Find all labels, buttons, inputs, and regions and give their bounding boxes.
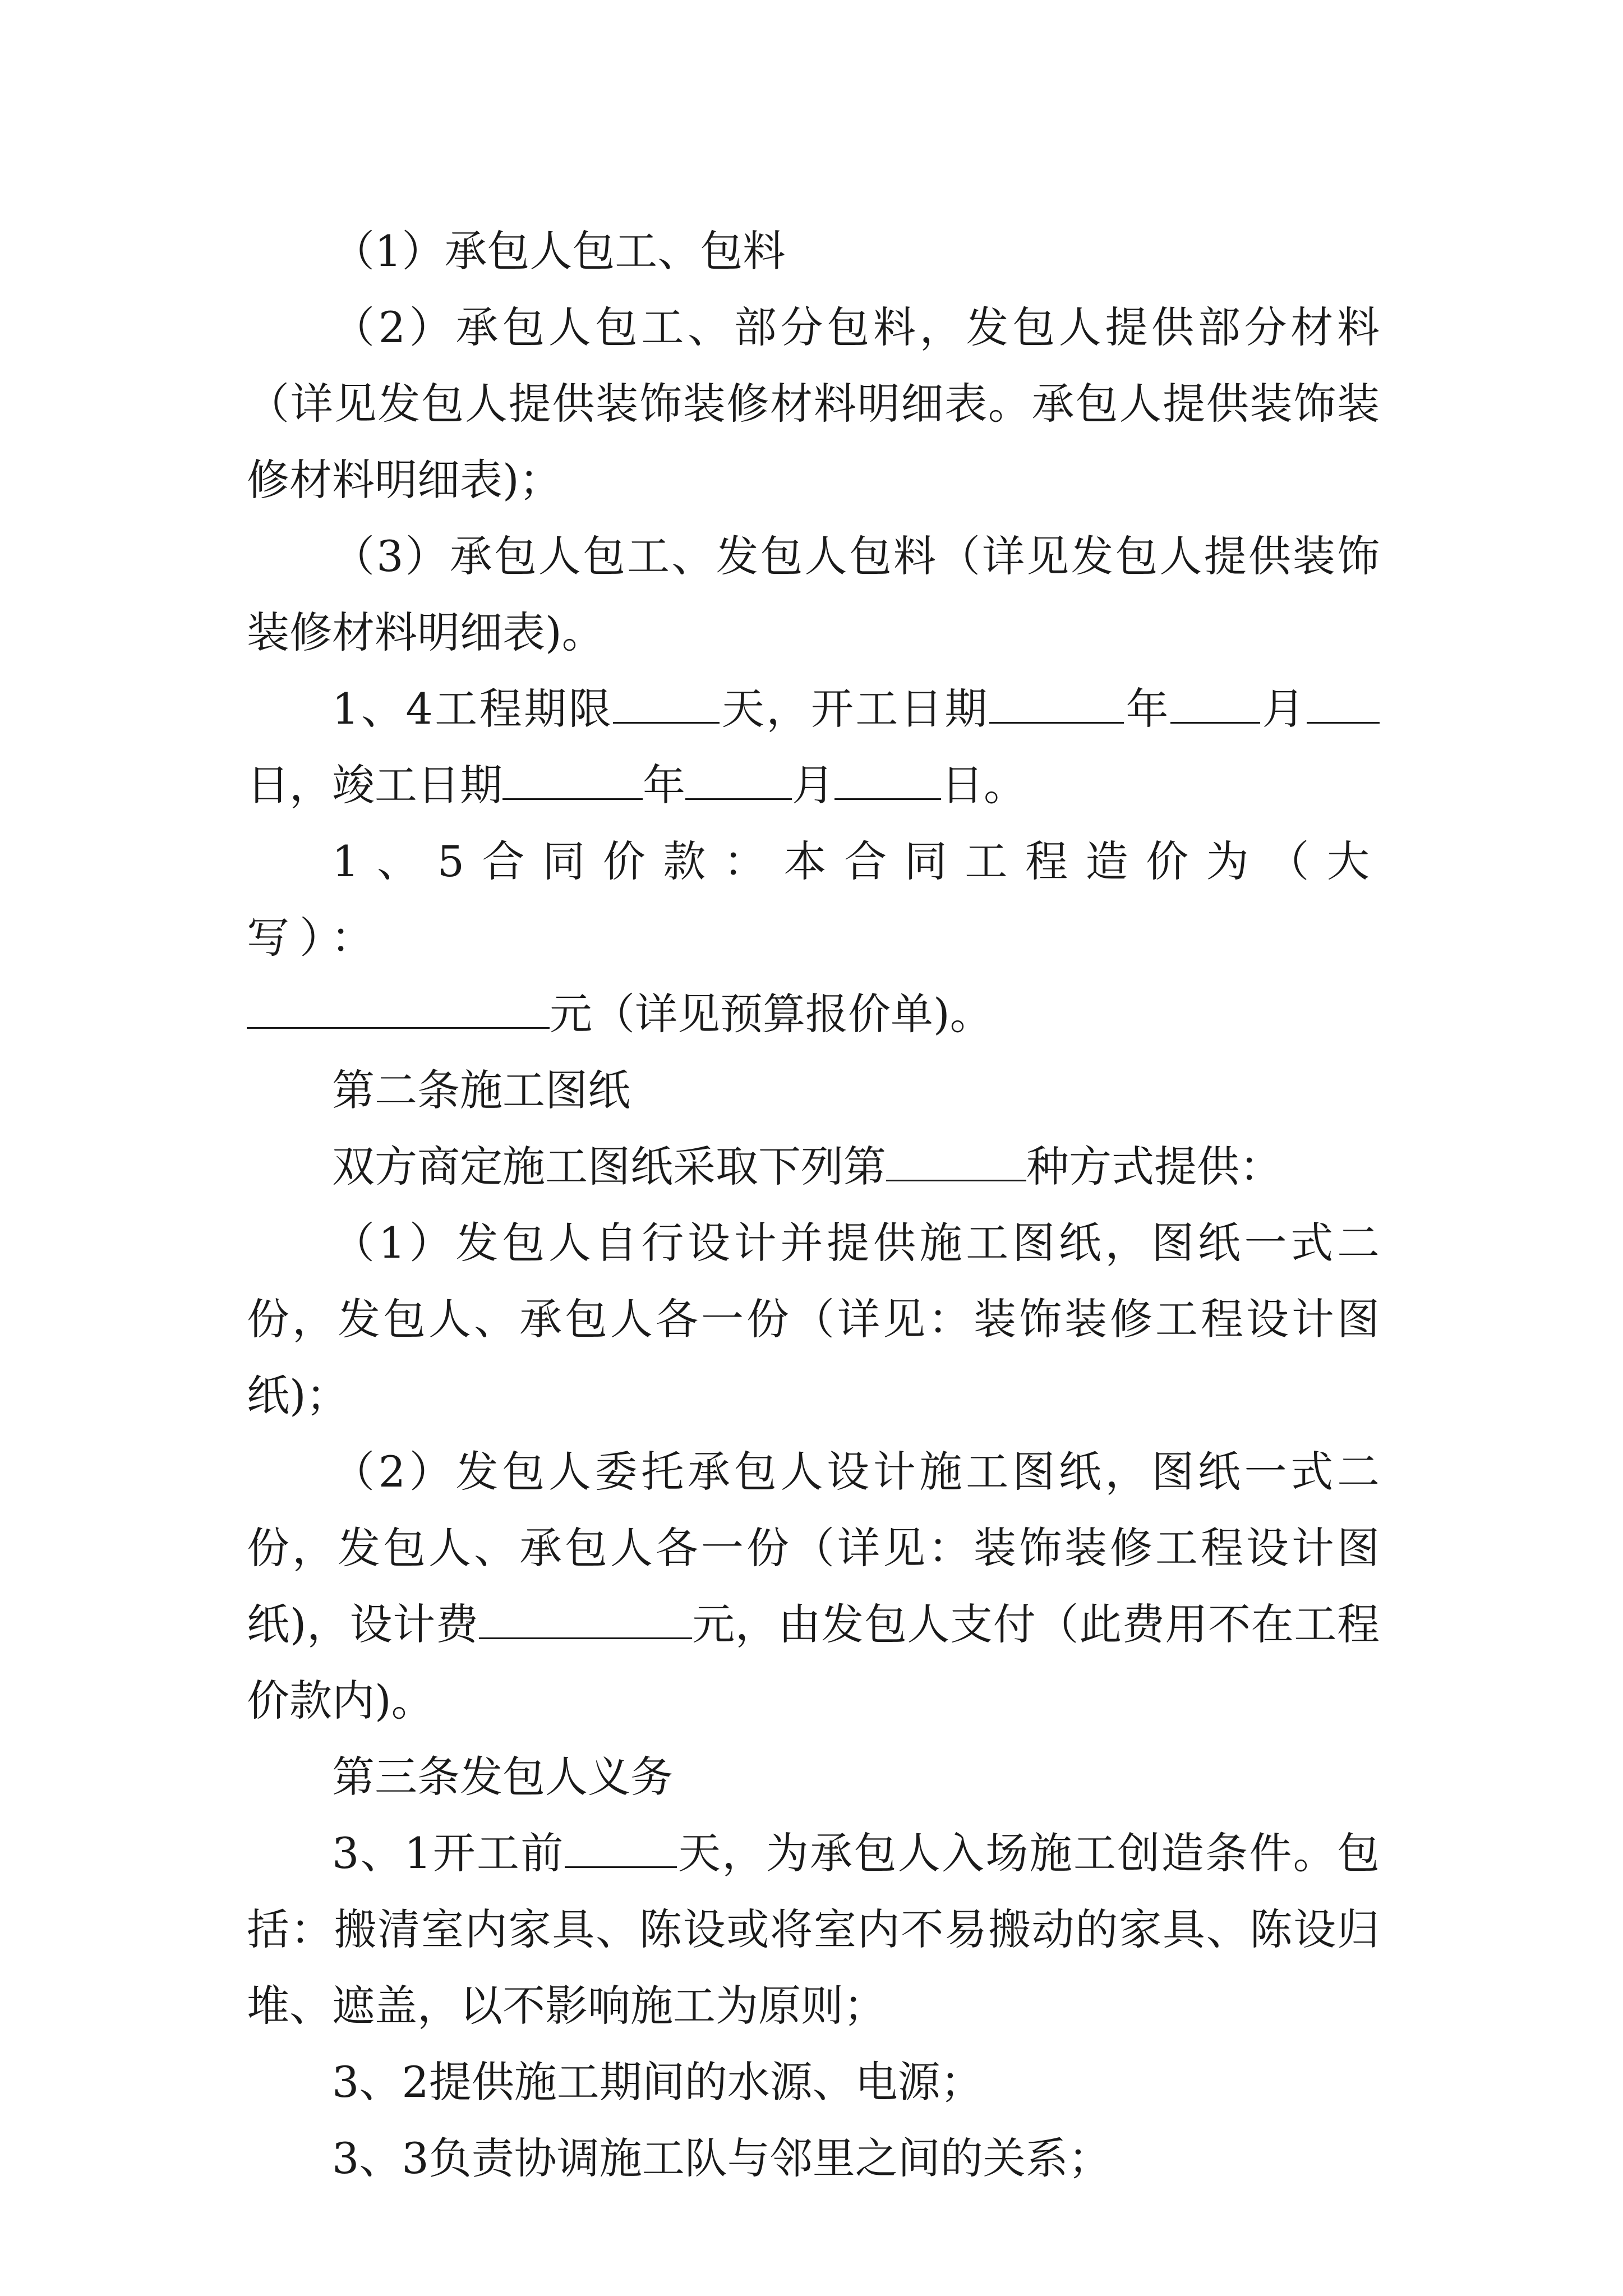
start-year-blank [989, 683, 1124, 724]
drawing-option-1 [247, 1205, 1380, 1434]
article-3-title: 第三条发包人义务 [332, 1752, 673, 1802]
clause-option-1 [247, 213, 1380, 289]
clause-3-3-text: 3、3负责协调施工队与邻里之间的关系； [332, 2133, 1111, 2183]
clause-3-3 [247, 2120, 1380, 2197]
start-month-unit: 月 [1260, 684, 1307, 734]
clause-option-2-text: （2）承包人包工、部分包料，发包人提供部分材料（详见发包人提供装饰装修材料明细表。承包人提供装饰装修材料明细表)； [247, 302, 1380, 505]
drawing-option-2-text: （2）发包人委托承包人设计施工图纸，图纸一式二份，发包人、承包人各一份（详见：装饰装修工程设计图纸)，设计费 [247, 1447, 1380, 1649]
end-day-unit: 日。 [941, 760, 1026, 810]
clause-1-5-price [247, 823, 1380, 976]
end-month-unit: 月 [792, 760, 834, 810]
design-fee-blank [479, 1598, 692, 1639]
price-unit-note: 元（详见预算报价单)。 [550, 989, 993, 1039]
article-2-heading [247, 1052, 1380, 1129]
article-3-heading [247, 1739, 1380, 1815]
drawing-method-suffix: 种方式提供： [1026, 1142, 1282, 1191]
article-2-title: 第二条施工图纸 [332, 1065, 630, 1115]
start-date-label: 天，开工日期 [720, 684, 989, 734]
end-month-blank [685, 759, 792, 800]
price-amount-blank [247, 988, 550, 1029]
schedule-label: 1、4工程期限 [332, 684, 614, 734]
clause-1-5-price-amount [247, 976, 1380, 1052]
price-label: 1、5合同价款：本合同工程造价为（大写）： [247, 836, 1380, 963]
start-month-blank [1170, 683, 1260, 724]
end-date-label: 日，竣工日期 [247, 760, 502, 810]
start-day-blank [1307, 683, 1380, 724]
duration-days-blank [613, 683, 720, 724]
drawing-method-blank [886, 1140, 1026, 1181]
drawing-option-2 [247, 1434, 1380, 1739]
clause-option-3 [247, 518, 1380, 671]
clause-3-2-text: 3、2提供施工期间的水源、电源； [332, 2057, 983, 2107]
clause-option-1-text: （1）承包人包工、包料 [332, 226, 786, 276]
end-year-blank [502, 759, 643, 800]
drawing-method-clause [247, 1129, 1380, 1205]
drawing-method-label: 双方商定施工图纸采取下列第 [332, 1142, 886, 1191]
clause-option-2 [247, 289, 1380, 518]
start-year-unit: 年 [1123, 684, 1170, 734]
end-day-blank [834, 759, 941, 800]
clause-3-2 [247, 2044, 1380, 2120]
clause-option-3-text: （3）承包人包工、发包人包料（详见发包人提供装饰装修材料明细表)。 [247, 531, 1380, 657]
clause-3-1-text: 天，为承包人入场施工创造条件。包括：搬清室内家具、陈设或将室内不易搬动的家具、陈设归堆、遮盖，以不影响施工为原则； [247, 1828, 1380, 2031]
pre-start-days-blank [565, 1827, 677, 1868]
drawing-option-1-text: （1）发包人自行设计并提供施工图纸，图纸一式二份，发包人、承包人各一份（详见：装饰装修工程设计图纸)； [247, 1218, 1380, 1420]
clause-3-1 [247, 1815, 1380, 2044]
clause-1-4-schedule [247, 671, 1380, 823]
design-fee-suffix: 元，由发包人支付（此费用不在工程价款内)。 [247, 1599, 1380, 1726]
clause-3-1-label: 3、1开工前 [332, 1828, 565, 1878]
end-year-unit: 年 [643, 760, 685, 810]
document-body [247, 213, 1380, 2197]
